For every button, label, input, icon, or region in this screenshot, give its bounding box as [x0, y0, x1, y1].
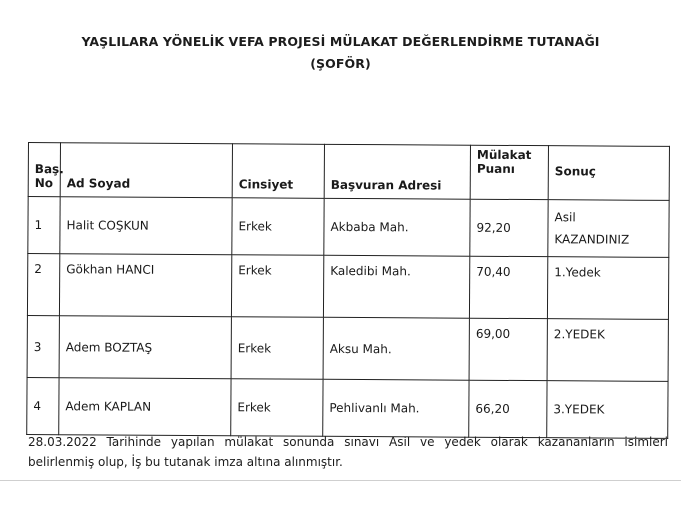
cell-score: 66,20 — [469, 380, 547, 437]
header-no: Baş. No — [28, 143, 60, 197]
cell-address: Pehlivanlı Mah. — [323, 379, 469, 437]
cell-result: 1.Yedek — [547, 257, 668, 320]
document-title: YAŞLILARA YÖNELİK VEFA PROJESİ MÜLAKAT DEĞERLENDİRME TUTANAĞI — [81, 34, 600, 49]
cell-address: Kaledibi Mah. — [323, 255, 469, 318]
result-line-1: Asil — [554, 210, 576, 225]
cell-name: Adem BOZTAŞ — [59, 316, 231, 379]
cell-gender: Erkek — [231, 317, 323, 380]
cell-gender: Erkek — [231, 255, 323, 318]
cell-gender: Erkek — [231, 379, 323, 437]
document-subtitle: (ŞOFÖR) — [310, 56, 371, 71]
cell-result: 2.YEDEK — [547, 319, 668, 382]
cell-name: Gökhan HANCI — [59, 254, 231, 317]
header-address: Başvuran Adresi — [324, 144, 470, 199]
cell-score: 92,20 — [470, 199, 548, 256]
table-row — [27, 315, 668, 381]
results-table — [26, 142, 670, 439]
cell-gender: Erkek — [232, 198, 324, 256]
cell-name: Halit COŞKUN — [60, 197, 232, 255]
cell-address: Aksu Mah. — [323, 317, 469, 380]
result-line-2: KAZANDINIZ — [554, 232, 630, 247]
cell-no: 4 — [27, 377, 59, 434]
cell-name: Adem KAPLAN — [59, 378, 231, 436]
header-name: Ad Soyad — [60, 143, 232, 198]
cell-result: 3.YEDEK — [547, 381, 668, 439]
cell-score: 69,00 — [469, 318, 547, 380]
header-gender: Cinsiyet — [232, 144, 324, 199]
table-row — [28, 197, 669, 258]
closing-note: 28.03.2022 Tarihinde yapılan mülakat sonunda sınavı Asil ve yedek olarak kazananların isimleri belirlenmiş olup, İş bu tutanak imza altına alınmıştır. — [28, 435, 668, 469]
table-row — [27, 254, 668, 320]
cell-score: 70,40 — [469, 256, 547, 318]
page-edge-divider — [0, 480, 681, 481]
header-score: Mülakat Puanı — [470, 145, 548, 199]
cell-no: 3 — [27, 315, 59, 377]
cell-no: 2 — [27, 254, 59, 316]
cell-address: Akbaba Mah. — [324, 198, 470, 256]
table-row — [27, 377, 668, 438]
cell-no: 1 — [28, 197, 60, 254]
table-header-row — [28, 143, 669, 201]
header-result: Sonuç — [548, 146, 669, 201]
cell-result — [548, 200, 669, 258]
